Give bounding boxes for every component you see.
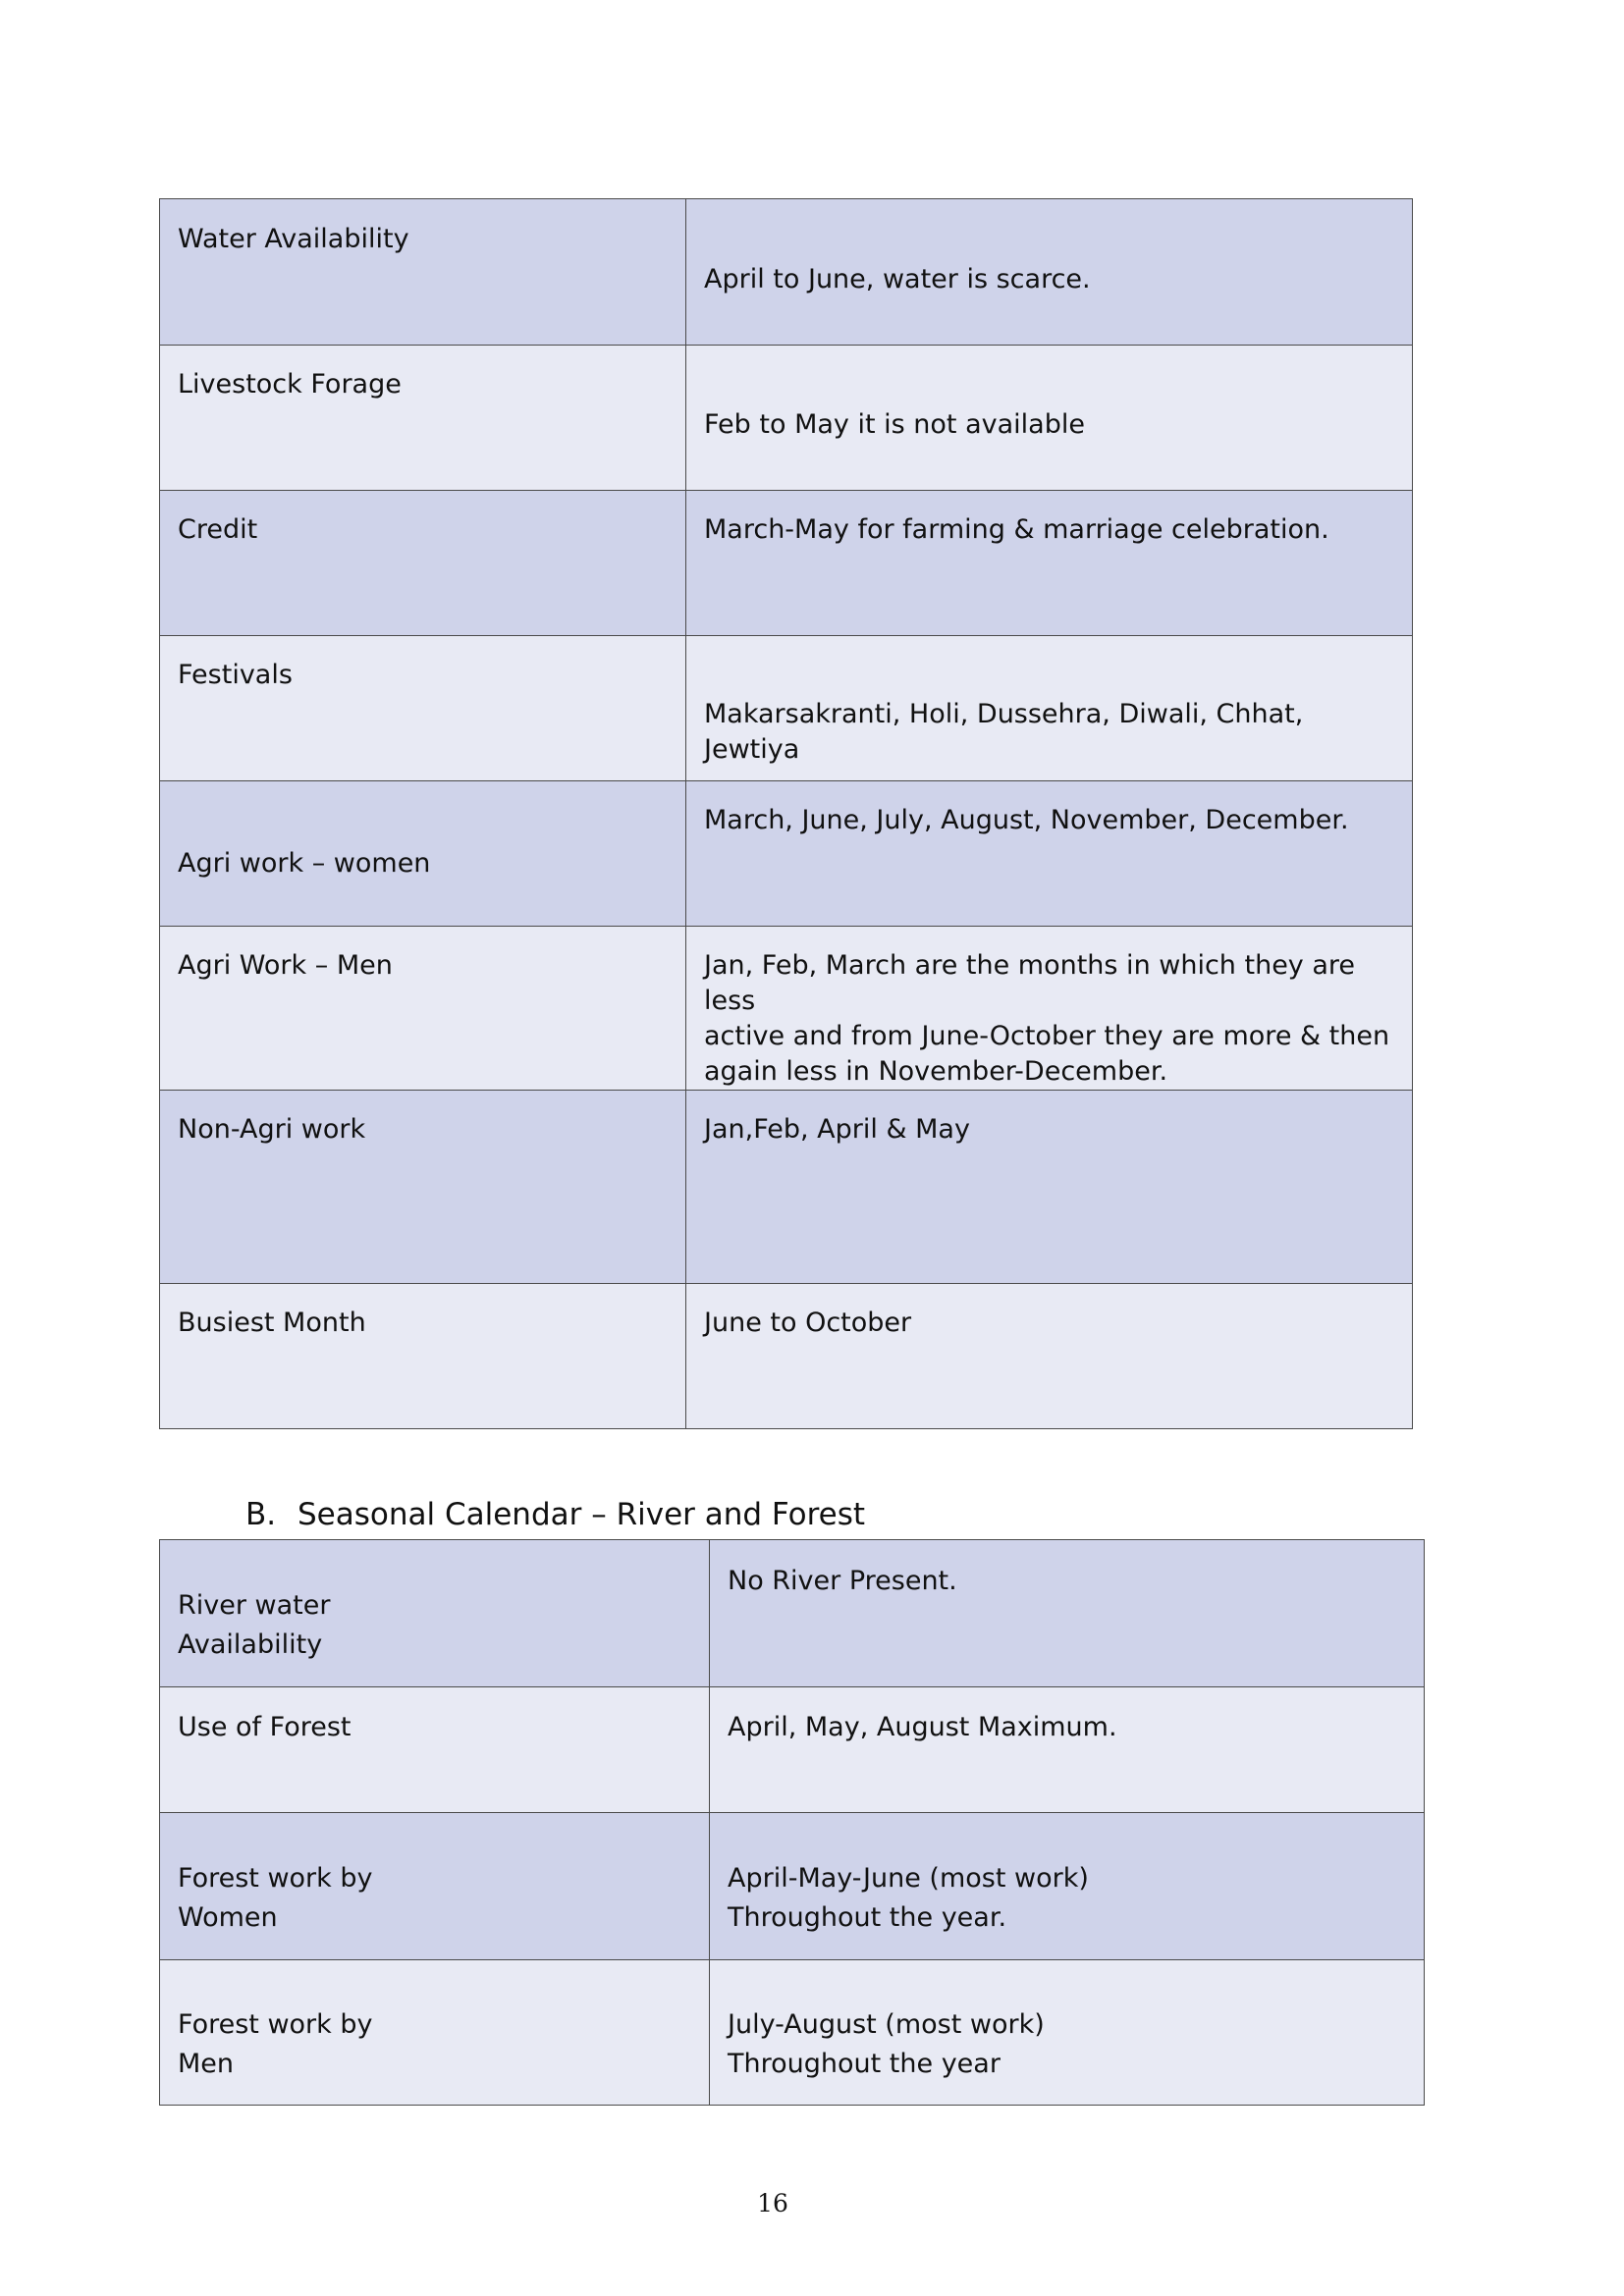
row-label: Festivals xyxy=(178,660,293,690)
table-row xyxy=(160,199,1413,346)
row-label-line: Forest work by xyxy=(178,1863,373,1894)
table-row xyxy=(160,636,1413,781)
section-title: Seasonal Calendar – River and Forest xyxy=(298,1497,866,1532)
row-value-line: July-August (most work) xyxy=(728,2009,1045,2040)
row-label-line: Forest work by xyxy=(178,2009,373,2040)
table-row xyxy=(160,1091,1413,1284)
row-value: June to October xyxy=(704,1308,912,1338)
row-value-cell xyxy=(686,1091,1413,1284)
row-label: Non-Agri work xyxy=(178,1114,366,1145)
row-value-line: April-May-June (most work) xyxy=(728,1863,1089,1894)
row-label: Credit xyxy=(178,514,258,545)
row-label-cell xyxy=(160,346,686,491)
row-value-cell xyxy=(686,927,1413,1091)
row-label-line: Women xyxy=(178,1902,278,1933)
row-label: Agri Work – Men xyxy=(178,950,393,981)
row-label-cell xyxy=(160,781,686,927)
table-row xyxy=(160,491,1413,636)
table-row xyxy=(160,1813,1425,1960)
row-value-line: again less in November-December. xyxy=(704,1056,1168,1087)
table-row xyxy=(160,346,1413,491)
row-label: Busiest Month xyxy=(178,1308,366,1338)
row-label-line: Men xyxy=(178,2049,235,2079)
table-row xyxy=(160,1960,1425,2106)
row-label-cell xyxy=(160,927,686,1091)
row-label: Use of Forest xyxy=(178,1712,352,1742)
row-value-cell xyxy=(710,1813,1425,1960)
table-row xyxy=(160,781,1413,927)
page-number: 16 xyxy=(757,2189,788,2217)
row-label-cell xyxy=(160,1687,710,1813)
row-value: Feb to May it is not available xyxy=(704,409,1085,440)
row-value-line: Jan, Feb, March are the months in which they are less xyxy=(704,950,1356,1016)
section-number: B. xyxy=(245,1497,277,1532)
row-value-cell xyxy=(686,199,1413,346)
row-label: Livestock Forage xyxy=(178,369,402,400)
row-label-cell xyxy=(160,1813,710,1960)
row-value-cell xyxy=(686,1284,1413,1429)
table-row xyxy=(160,1284,1413,1429)
row-value: April to June, water is scarce. xyxy=(704,264,1091,294)
row-label-cell xyxy=(160,1284,686,1429)
table-row xyxy=(160,1687,1425,1813)
row-value-cell xyxy=(710,1687,1425,1813)
row-value-cell xyxy=(686,491,1413,636)
row-value-line: Throughout the year xyxy=(728,2049,1001,2079)
row-value-cell xyxy=(710,1540,1425,1687)
row-label-cell xyxy=(160,1091,686,1284)
row-label: Water Availability xyxy=(178,224,409,254)
seasonal-calendar-table xyxy=(159,198,1413,1429)
table-row xyxy=(160,927,1413,1091)
row-value-line: Throughout the year. xyxy=(728,1902,1007,1933)
row-value: March, June, July, August, November, December. xyxy=(704,805,1349,835)
row-value-cell xyxy=(686,346,1413,491)
row-value: Jan,Feb, April & May xyxy=(704,1114,970,1145)
table-row xyxy=(160,1540,1425,1687)
row-label-cell xyxy=(160,1540,710,1687)
row-value: March-May for farming & marriage celebration. xyxy=(704,514,1329,545)
row-label-cell xyxy=(160,1960,710,2106)
row-label-cell xyxy=(160,199,686,346)
row-value: April, May, August Maximum. xyxy=(728,1712,1117,1742)
row-value: No River Present. xyxy=(728,1566,957,1596)
row-value-line: active and from June-October they are more & then xyxy=(704,1021,1390,1051)
row-label-line: Availability xyxy=(178,1629,323,1660)
river-forest-calendar-table xyxy=(159,1539,1425,2106)
section-heading xyxy=(245,1496,865,1533)
row-label-cell xyxy=(160,636,686,781)
row-value-cell xyxy=(686,636,1413,781)
row-label-cell xyxy=(160,491,686,636)
row-value-cell xyxy=(710,1960,1425,2106)
row-value-cell xyxy=(686,781,1413,927)
row-label-line: River water xyxy=(178,1590,331,1621)
row-label: Agri work – women xyxy=(178,848,431,879)
row-value: Makarsakranti, Holi, Dussehra, Diwali, Chhat, Jewtiya xyxy=(704,699,1304,765)
